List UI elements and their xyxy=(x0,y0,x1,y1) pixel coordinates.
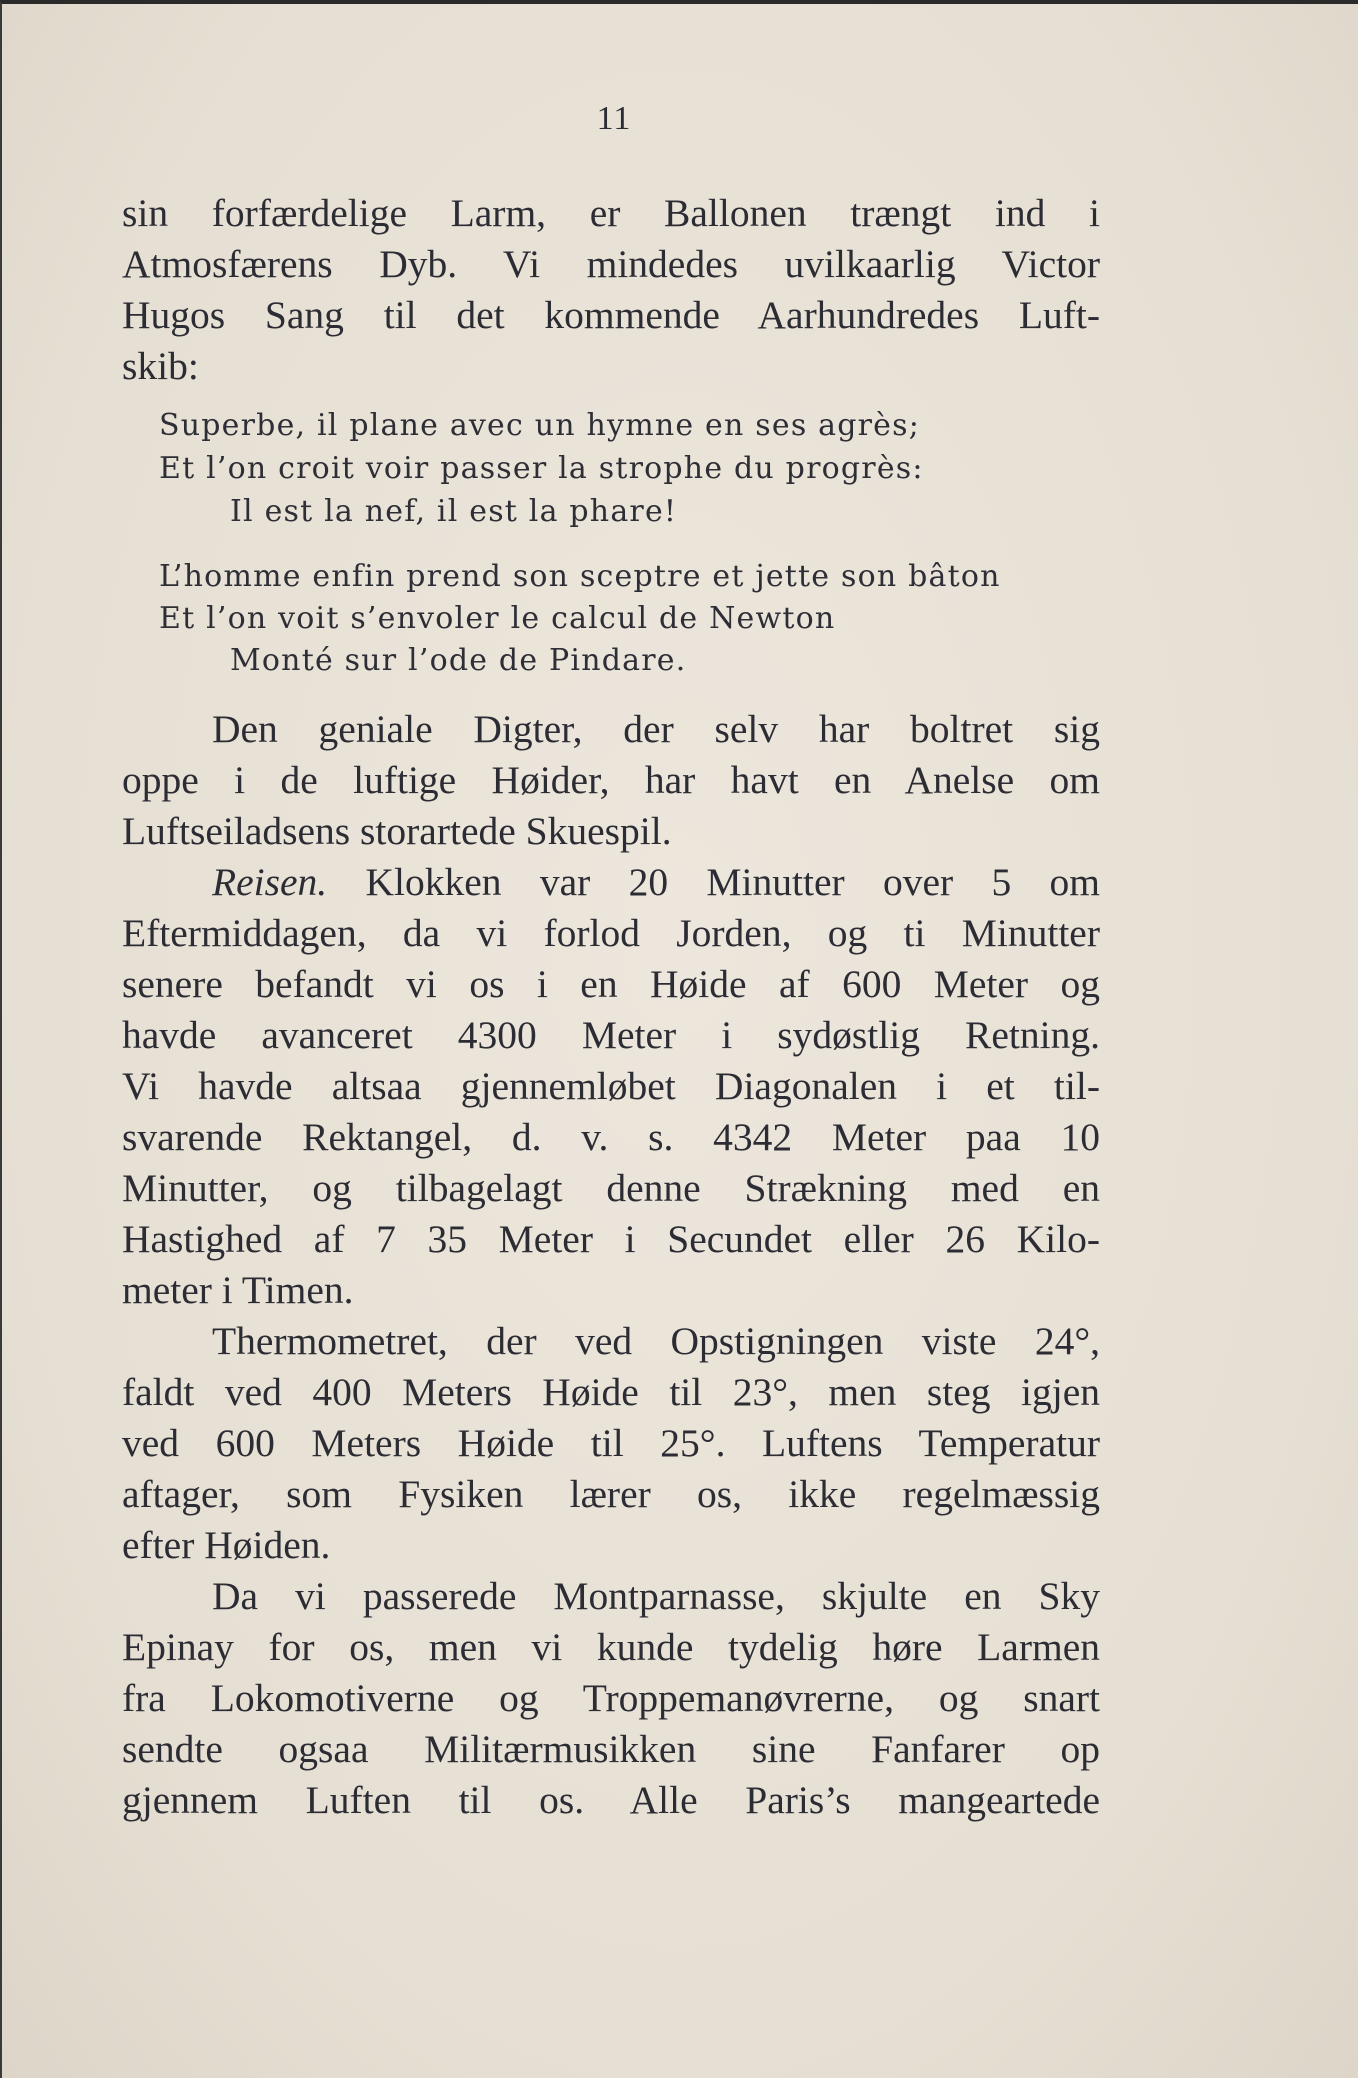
text-line: sin forfærdelige Larm, er Ballonen trængt ind i xyxy=(122,191,1100,235)
text-line: oppe i de luftige Høider, har havt en Anelse om xyxy=(122,758,1100,802)
text-line: Vi havde altsaa gjennemløbet Diagonalen i et til- xyxy=(122,1064,1100,1108)
text-line: ved 600 Meters Høide til 25°. Luftens Temperatur xyxy=(122,1421,1100,1465)
text-line: skib: xyxy=(122,344,199,388)
text-line: Da vi passerede Montparnasse, skjulte en Sky xyxy=(212,1574,1100,1618)
text-line: svarende Rektangel, d. v. s. 4342 Meter paa 10 xyxy=(122,1115,1100,1159)
text-line: gjennem Luften til os. Alle Paris’s mangeartede xyxy=(122,1778,1100,1822)
text-line: meter i Timen. xyxy=(122,1268,354,1312)
text-line: havde avanceret 4300 Meter i sydøstlig Retning. xyxy=(122,1013,1100,1057)
text-line xyxy=(212,857,1100,907)
text-line: Hastighed af 7 35 Meter i Secundet eller 26 Kilo- xyxy=(122,1217,1100,1261)
text-line: senere befandt vi os i en Høide af 600 Meter og xyxy=(122,962,1100,1006)
text-line: efter Høiden. xyxy=(122,1523,331,1567)
verse-line: Et l’on voit s’envoler le calcul de Newton xyxy=(159,601,836,636)
text-line: Den geniale Digter, der selv har boltret sig xyxy=(212,707,1100,751)
text-line: Thermometret, der ved Opstigningen viste 24°, xyxy=(212,1319,1100,1363)
page-number: 11 xyxy=(596,100,632,137)
verse-line: Superbe, il plane avec un hymne en ses agrès; xyxy=(159,408,921,443)
text-line: Minutter, og tilbagelagt denne Strækning med en xyxy=(122,1166,1100,1210)
verse-line: Il est la nef, il est la phare! xyxy=(230,494,678,529)
text-line: Luftseiladsens storartede Skuespil. xyxy=(122,809,672,853)
text-line: Epinay for os, men vi kunde tydelig høre Larmen xyxy=(122,1625,1100,1669)
text-line: fra Lokomotiverne og Troppemanøvrerne, og snart xyxy=(122,1676,1100,1720)
text-line: Eftermiddagen, da vi forlod Jorden, og ti Minutter xyxy=(122,911,1100,955)
text-line: faldt ved 400 Meters Høide til 23°, men steg igjen xyxy=(122,1370,1100,1414)
text-line: sendte ogsaa Militærmusikken sine Fanfarer op xyxy=(122,1727,1100,1771)
verse-line: L’homme enfin prend son sceptre et jette son bâton xyxy=(159,559,1001,594)
text-line: aftager, som Fysiken lærer os, ikke regelmæssig xyxy=(122,1472,1100,1516)
text-line: Hugos Sang til det kommende Aarhundredes Luft- xyxy=(122,293,1100,337)
text-span: Klokken var 20 Minutter over 5 om xyxy=(365,860,1101,904)
verse-line: Monté sur l’ode de Pindare. xyxy=(230,643,687,678)
section-heading: Reisen. xyxy=(212,860,328,904)
verse-line: Et l’on croit voir passer la strophe du progrès: xyxy=(159,451,924,486)
text-line: Atmosfærens Dyb. Vi mindedes uvilkaarlig Victor xyxy=(122,242,1100,286)
